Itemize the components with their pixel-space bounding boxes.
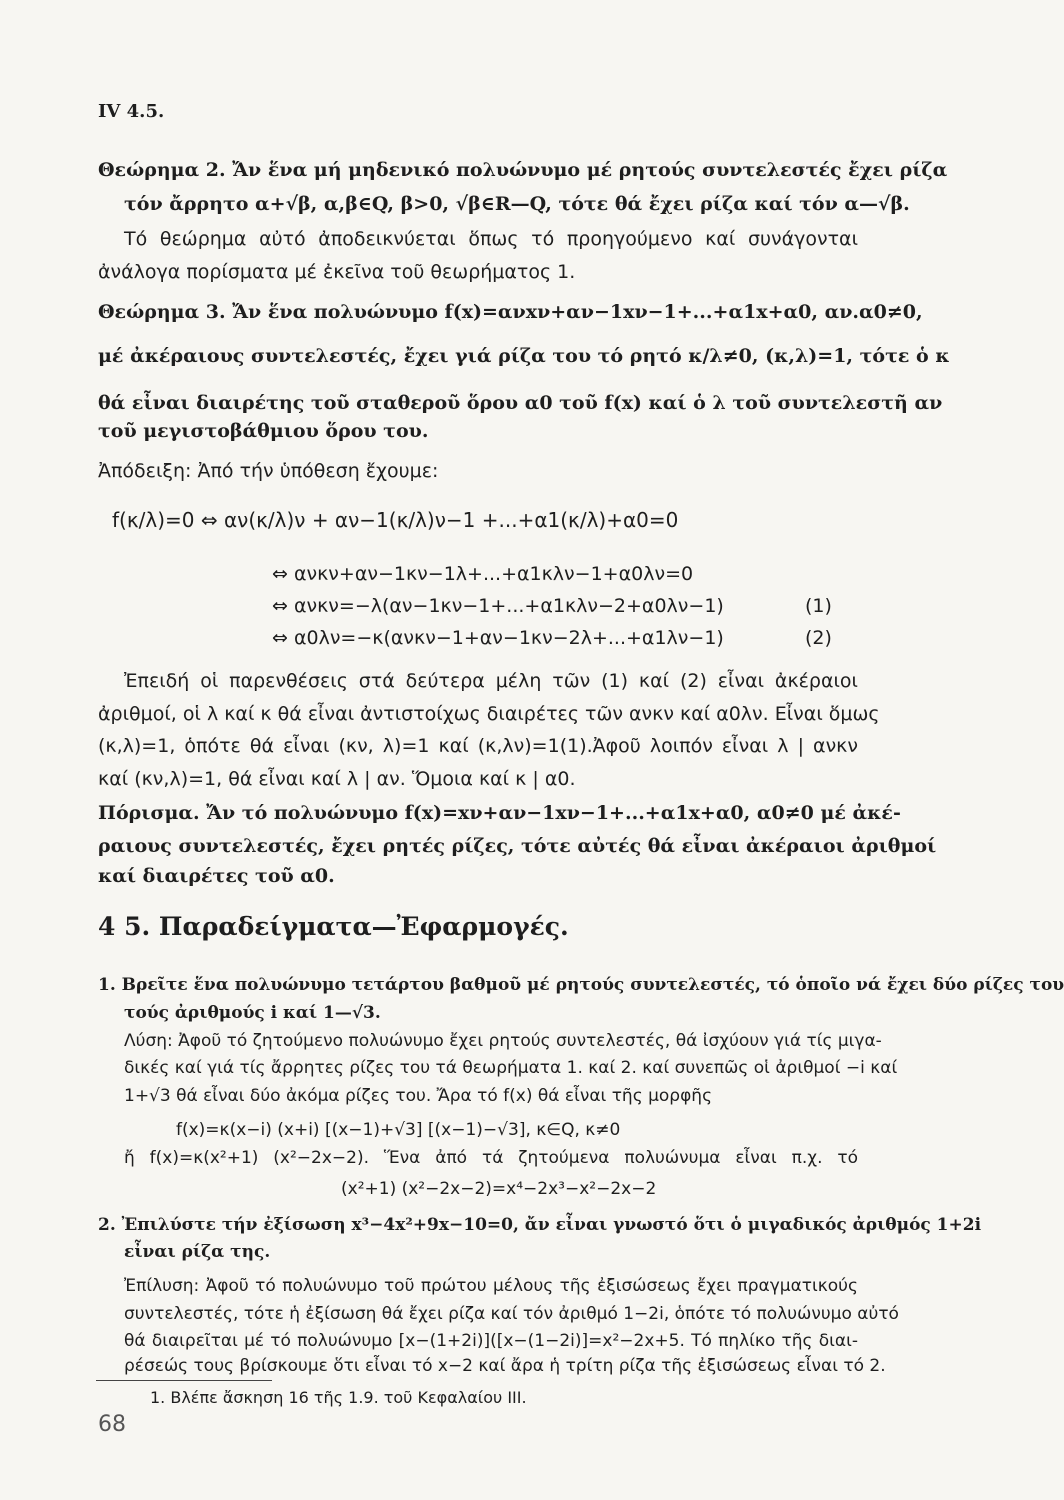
proof-equation-2: ⇔ ανκν=−λ(αν−1κν−1+...+α1κλν−2+α0λν−1) <box>272 595 724 617</box>
theorem-3-line-3: θά εἶναι διαιρέτης τοῦ σταθεροῦ ὅρου α0 τοῦ f(x) καί ὁ λ τοῦ συντελεστῆ αν <box>98 392 943 414</box>
theorem-3-line-4: τοῦ μεγιστοβάθμιου ὅρου του. <box>98 420 429 442</box>
theorem-2-line-4: ἀνάλογα πορίσματα μέ ἐκεῖνα τοῦ θεωρήματος 1. <box>98 261 576 283</box>
proof-paragraph-line-3: (κ,λ)=1, ὁπότε θά εἶναι (κν, λ)=1 καί (κ,λν)=1(1).Ἀφοῦ λοιπόν εἶναι λ | ανκν <box>98 735 858 757</box>
example-2-solution-line-3: θά διαιρεῖται μέ τό πολυώνυμο [x−(1+2i)]([x−(1−2i)]=x²−2x+5. Τό πηλίκο τῆς διαι- <box>124 1331 858 1351</box>
proof-equation-3: ⇔ α0λν=−κ(ανκν−1+αν−1κν−2λ+...+α1λν−1) <box>272 627 724 649</box>
example-1-formula-2: ἤ f(x)=κ(x²+1) (x²−2x−2). Ἕνα ἀπό τά ζητούμενα πολυώνυμα εἶναι π.χ. τό <box>124 1148 858 1168</box>
corollary-line-2: ραιους συντελεστές, ἔχει ρητές ρίζες, τότε αὐτές θά εἶναι ἀκέραιοι ἀριθμοί <box>98 835 937 857</box>
theorem-2-line-3: Τό θεώρημα αὐτό ἀποδεικνύεται ὅπως τό προηγούμενο καί συνάγονται <box>124 228 858 250</box>
example-1-question-line-2: τούς ἀριθμούς i καί 1—√3. <box>124 1003 381 1023</box>
theorem-3-line-1: Θεώρημα 3. Ἄν ἕνα πολυώνυμο f(x)=ανxν+αν−1xν−1+...+α1x+α0, αν.α0≠0, <box>98 301 923 323</box>
footnote-rule <box>96 1380 272 1381</box>
proof-equation-2-number: (1) <box>805 595 832 617</box>
corollary-line-3: καί διαιρέτες τοῦ α0. <box>98 865 335 887</box>
proof-equation-1: ⇔ ανκν+αν−1κν−1λ+...+α1κλν−1+α0λν=0 <box>272 563 694 585</box>
proof-paragraph-line-4: καί (κν,λ)=1, θά εἶναι καί λ | αν. Ὅμοια καί κ | α0. <box>98 768 576 790</box>
page-number: 68 <box>98 1412 126 1437</box>
example-2-question-line-1: 2. Ἐπιλύστε τήν ἐξίσωση x³−4x²+9x−10=0, ἄν εἶναι γνωστό ὅτι ὁ μιγαδικός ἀριθμός 1+2i <box>98 1215 982 1235</box>
example-1-solution-line-1: Λύση: Ἀφοῦ τό ζητούμενο πολυώνυμο ἔχει ρητούς συντελεστές, θά ἰσχύουν γιά τίς μιγα- <box>124 1031 882 1051</box>
example-2-question-line-2: εἶναι ρίζα της. <box>124 1242 271 1262</box>
example-1-formula-1: f(x)=κ(x−i) (x+i) [(x−1)+√3] [(x−1)−√3], κ∈Q, κ≠0 <box>176 1120 621 1140</box>
example-1-solution-line-3: 1+√3 θά εἶναι δύο ἀκόμα ρίζες του. Ἄρα τό f(x) θά εἶναι τῆς μορφῆς <box>124 1086 713 1106</box>
example-2-solution-line-4: ρέσεώς τους βρίσκουμε ὅτι εἶναι τό x−2 καί ἄρα ἡ τρίτη ρίζα τῆς ἐξισώσεως εἶναι τό 2. <box>124 1356 886 1376</box>
example-1-question-line-1: 1. Βρεῖτε ἕνα πολυώνυμο τετάρτου βαθμοῦ μέ ρητούς συντελεστές, τό ὁποῖο νά ἔχει δύο ρίζες του <box>98 975 1064 995</box>
proof-paragraph-line-1: Ἐπειδή οἱ παρενθέσεις στά δεύτερα μέλη τῶν (1) καί (2) εἶναι ἀκέραιοι <box>124 670 858 692</box>
footnote: 1. Βλέπε ἄσκηση 16 τῆς 1.9. τοῦ Κεφαλαίου III. <box>150 1388 527 1407</box>
theorem-2-line-1: Θεώρημα 2. Ἄν ἕνα μή μηδενικό πολυώνυμο μέ ρητούς συντελεστές ἔχει ρίζα <box>98 159 948 181</box>
example-1-solution-line-2: δικές καί γιά τίς ἄρρητες ρίζες του τά θεωρήματα 1. καί 2. καί συνεπῶς οἱ ἀριθμοί −i καί <box>124 1058 898 1078</box>
proof-equation-3-number: (2) <box>805 627 832 649</box>
proof-equation-0: f(κ/λ)=0 ⇔ αν(κ/λ)ν + αν−1(κ/λ)ν−1 +...+α1(κ/λ)+α0=0 <box>112 508 679 532</box>
corollary-line-1: Πόρισμα. Ἄν τό πολυώνυμο f(x)=xν+αν−1xν−1+...+α1x+α0, α0≠0 μέ ἀκέ- <box>98 802 901 824</box>
theorem-2-line-2: τόν ἄρρητο α+√β, α,β∈Q, β>0, √β∈R—Q, τότε θά ἔχει ρίζα καί τόν α—√β. <box>124 193 910 215</box>
section-title: 4 5. Παραδείγματα—Ἐφαρμογές. <box>98 912 569 941</box>
theorem-3-line-2: μέ ἀκέραιους συντελεστές, ἔχει γιά ρίζα του τό ρητό κ/λ≠0, (κ,λ)=1, τότε ὁ κ <box>98 345 950 367</box>
example-2-solution-line-2: συντελεστές, τότε ἡ ἐξίσωση θά ἔχει ρίζα καί τόν ἀριθμό 1−2i, ὁπότε τό πολυώνυμο αὐτό <box>124 1304 899 1324</box>
proof-intro: Ἀπόδειξη: Ἀπό τήν ὑπόθεση ἔχουμε: <box>98 460 439 482</box>
example-2-solution-line-1: Ἐπίλυση: Ἀφοῦ τό πολυώνυμο τοῦ πρώτου μέλους τῆς ἐξισώσεως ἔχει πραγματικούς <box>124 1276 858 1296</box>
proof-paragraph-line-2: ἀριθμοί, οἱ λ καί κ θά εἶναι ἀντιστοίχως διαιρέτες τῶν ανκν καί α0λν. Εἶναι ὅμως <box>98 703 880 725</box>
example-1-formula-3: (x²+1) (x²−2x−2)=x⁴−2x³−x²−2x−2 <box>341 1179 657 1199</box>
running-header: IV 4.5. <box>98 101 165 122</box>
